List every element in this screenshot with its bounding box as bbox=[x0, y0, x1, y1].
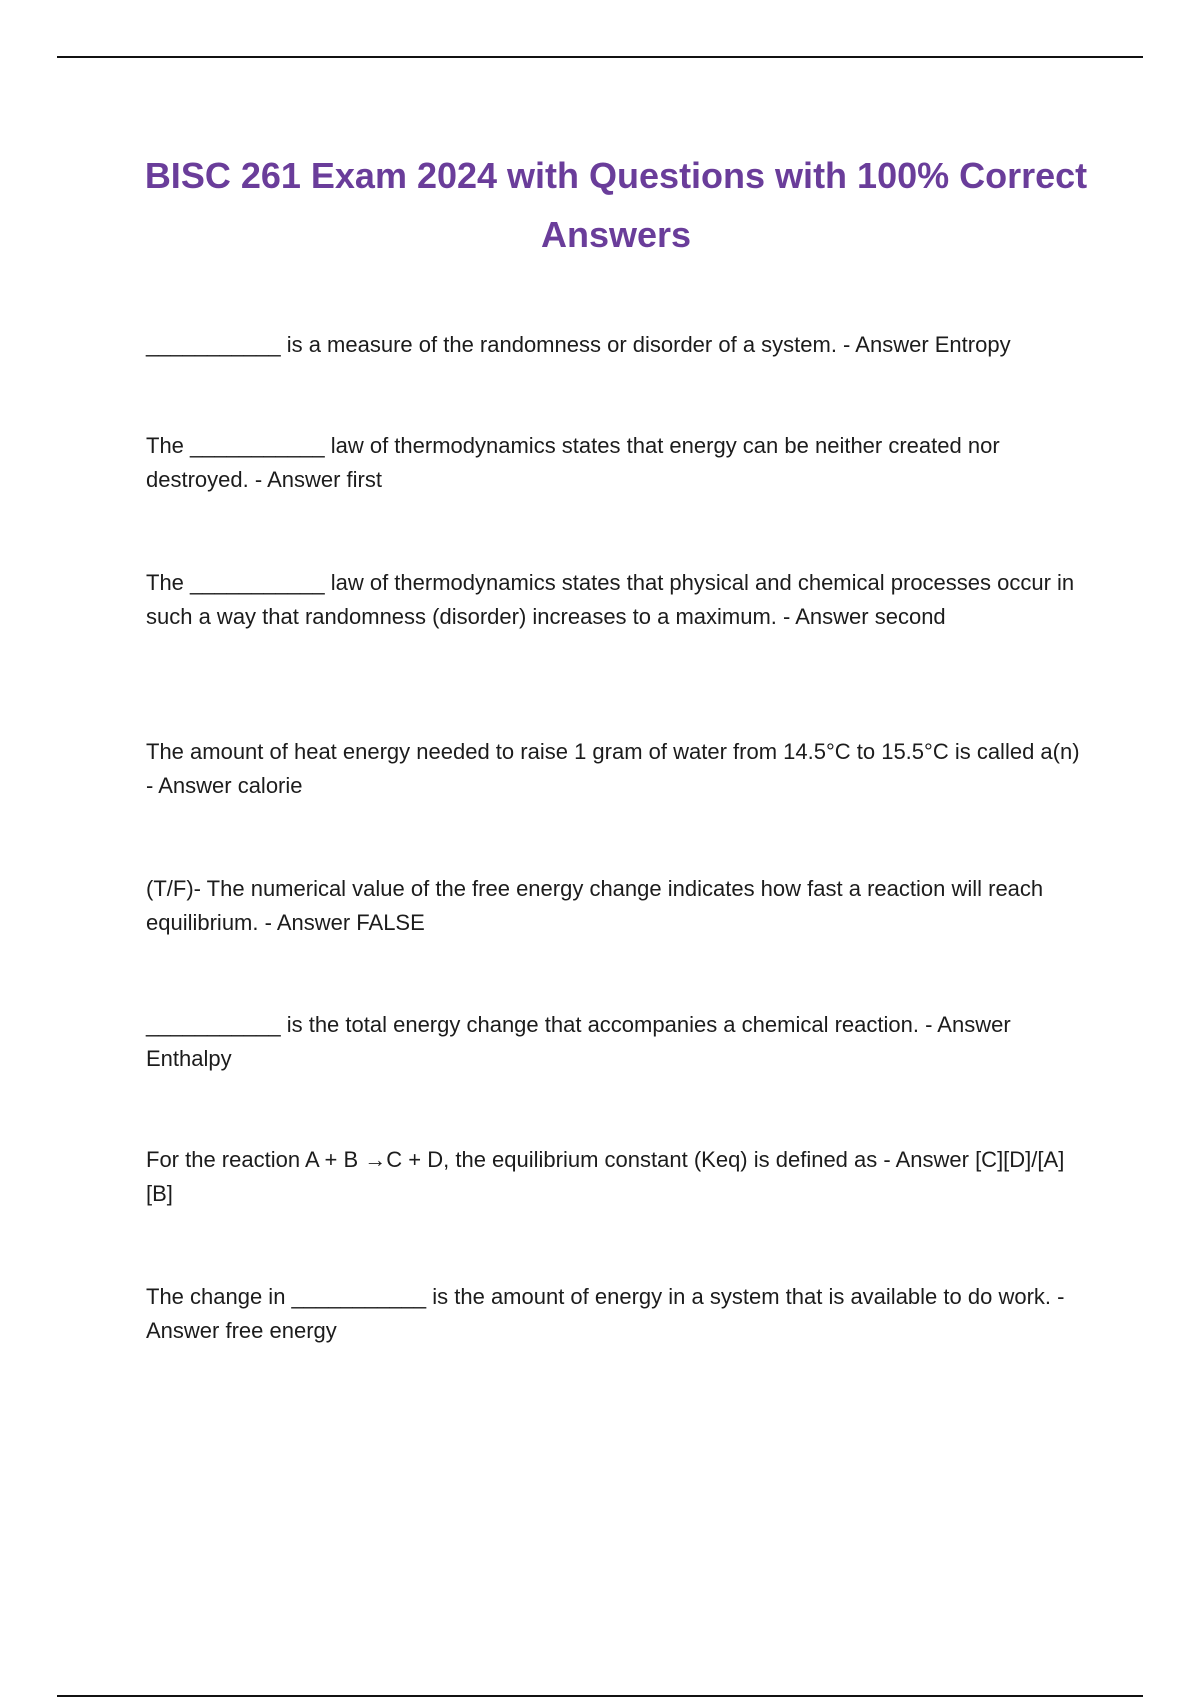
qa-item-free-energy: The change in ___________ is the amount of energy in a system that is available to do work. - Answer free energy bbox=[146, 1284, 1065, 1343]
qa-item-free-energy-tf: (T/F)- The numerical value of the free energy change indicates how fast a reaction will reach equilibrium. - Answer FALSE bbox=[146, 876, 1044, 935]
top-rule bbox=[57, 56, 1143, 58]
qa-item-keq: For the reaction A + B →C + D, the equilibrium constant (Keq) is defined as - Answer [C][D]/[A][B] bbox=[146, 1147, 1065, 1206]
qa-item-entropy: ___________ is a measure of the randomness or disorder of a system. - Answer Entropy bbox=[146, 332, 1011, 357]
qa-item-enthalpy: ___________ is the total energy change that accompanies a chemical reaction. - Answer Enthalpy bbox=[146, 1012, 1011, 1071]
qa-item-first-law: The ___________ law of thermodynamics states that energy can be neither created nor destroyed. - Answer first bbox=[146, 433, 1000, 492]
bottom-rule bbox=[57, 1695, 1143, 1697]
document-title: BISC 261 Exam 2024 with Questions with 100% Correct Answers bbox=[144, 155, 1088, 255]
qa-item-calorie: The amount of heat energy needed to raise 1 gram of water from 14.5°C to 15.5°C is called a(n) - Answer calorie bbox=[146, 739, 1080, 798]
qa-item-second-law: The ___________ law of thermodynamics states that physical and chemical processes occur in such a way that randomness (disorder) increases to a maximum. - Answer second bbox=[146, 570, 1075, 629]
